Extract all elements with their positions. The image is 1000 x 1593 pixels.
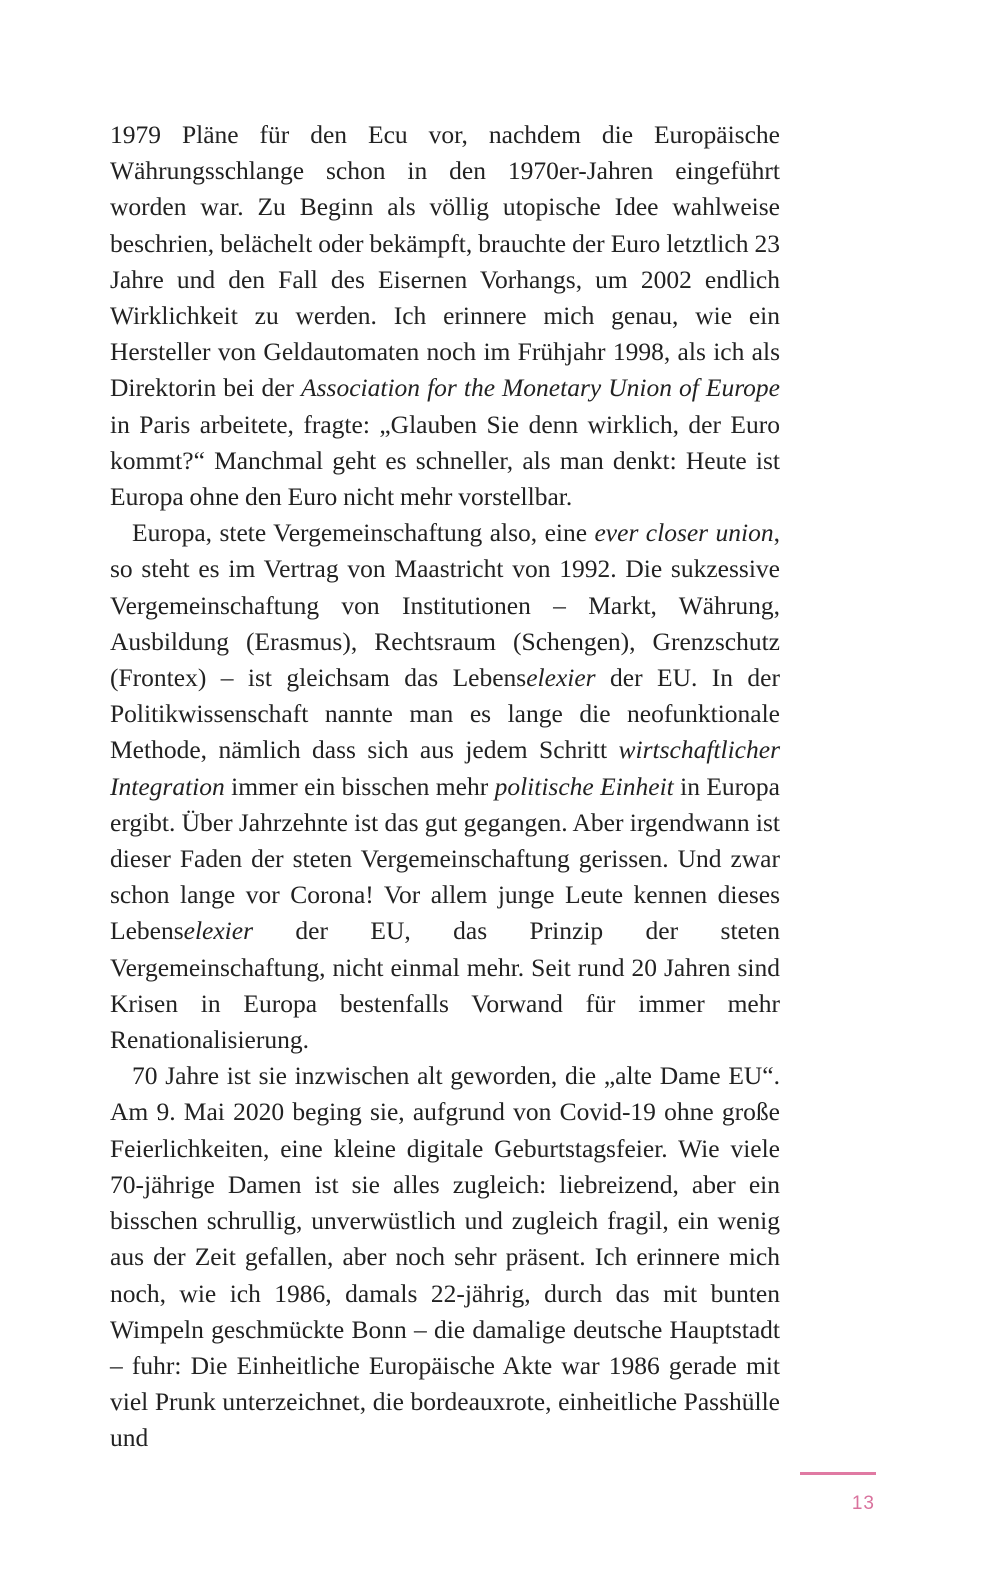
- text-segment: in Paris arbeitete, fragte: „Glauben Sie denn wirklich, der Euro kommt?“ Manchmal geht es schneller, als man denkt: Heute ist Europa ohne den Euro nicht mehr vorstellbar.: [110, 409, 780, 512]
- text-segment: der EU, das Prinzip der steten Vergemeinschaftung, nicht einmal mehr. Seit rund 20 Jahren sind Krisen in Europa bestenfalls Vorwand für immer mehr Renationalisierung.: [110, 916, 780, 1055]
- paragraph-2: [110, 515, 780, 1058]
- italic-segment: elexier: [526, 663, 596, 693]
- page-number: 13: [851, 1493, 875, 1514]
- italic-segment: wirtschaftlicher Integration: [110, 735, 780, 801]
- text-segment: 1979 Pläne für den Ecu vor, nachdem die Europäische Währungsschlange schon in den 1970er-Jahren eingeführt worden war. Zu Beginn als völlig utopische Idee wahlweise beschrien, belächelt oder bekämpft, brauchte der Euro letztlich 23 Jahre und den Fall des Eisernen Vorhangs, um 2002 endlich Wirklichkeit zu werden. Ich erinnere mich genau, wie ein Hersteller von Geldautomaten noch im Frühjahr 1998, als ich als Direktorin bei der: [110, 120, 780, 403]
- body-text: [110, 117, 780, 1457]
- text-segment: , so steht es im Vertrag von Maastricht von 1992. Die sukzessive Vergemeinschaftung von Institutionen – Markt, Währung, Ausbildung (Erasmus), Rechtsraum (Schengen), Grenzschutz (Frontex) – ist gleichsam das Lebens: [110, 518, 780, 693]
- italic-segment: Association for the Monetary Union of Europe: [301, 373, 781, 403]
- paragraph-3: [110, 1058, 780, 1456]
- text-segment: der EU. In der Politikwissenschaft nannte man es lange die neofunktionale Methode, nämlich dass sich aus jedem Schritt: [110, 663, 780, 765]
- paragraph-1: [110, 117, 780, 515]
- italic-segment: ever closer union: [594, 518, 774, 548]
- text-segment: in Europa ergibt. Über Jahrzehnte ist das gut gegangen. Aber irgendwann ist dieser Faden der steten Vergemeinschaftung gerissen. Und zwar schon lange vor Corona! Vor allem junge Leute kennen dieses Lebens: [110, 771, 780, 946]
- italic-segment: politische Einheit: [494, 771, 674, 801]
- page-number-rule: [800, 1472, 876, 1475]
- italic-segment: elexier: [183, 916, 254, 946]
- text-segment: 70 Jahre ist sie inzwischen alt geworden, die „alte Dame EU“. Am 9. Mai 2020 beging sie, aufgrund von Covid-19 ohne große Feierlichkeiten, eine kleine digitale Geburtstagsfeier. Wie viele 70-jährige Damen ist sie alles zugleich: liebreizend, aber ein bisschen schrullig, unverwüstlich und zugleich fragil, ein wenig aus der Zeit gefallen, aber noch sehr präsent. Ich erinnere mich noch, wie ich 1986, damals 22-jährig, durch das mit bunten Wimpeln geschmückte Bonn – die damalige deutsche Hauptstadt – fuhr: Die Einheitliche Europäische Akte war 1986 gerade mit viel Prunk unterzeichnet, die bordeauxrote, einheitliche Passhülle und: [110, 1061, 780, 1453]
- text-segment: immer ein bisschen mehr: [224, 771, 495, 801]
- text-segment: Europa, stete Vergemeinschaftung also, eine: [132, 518, 595, 548]
